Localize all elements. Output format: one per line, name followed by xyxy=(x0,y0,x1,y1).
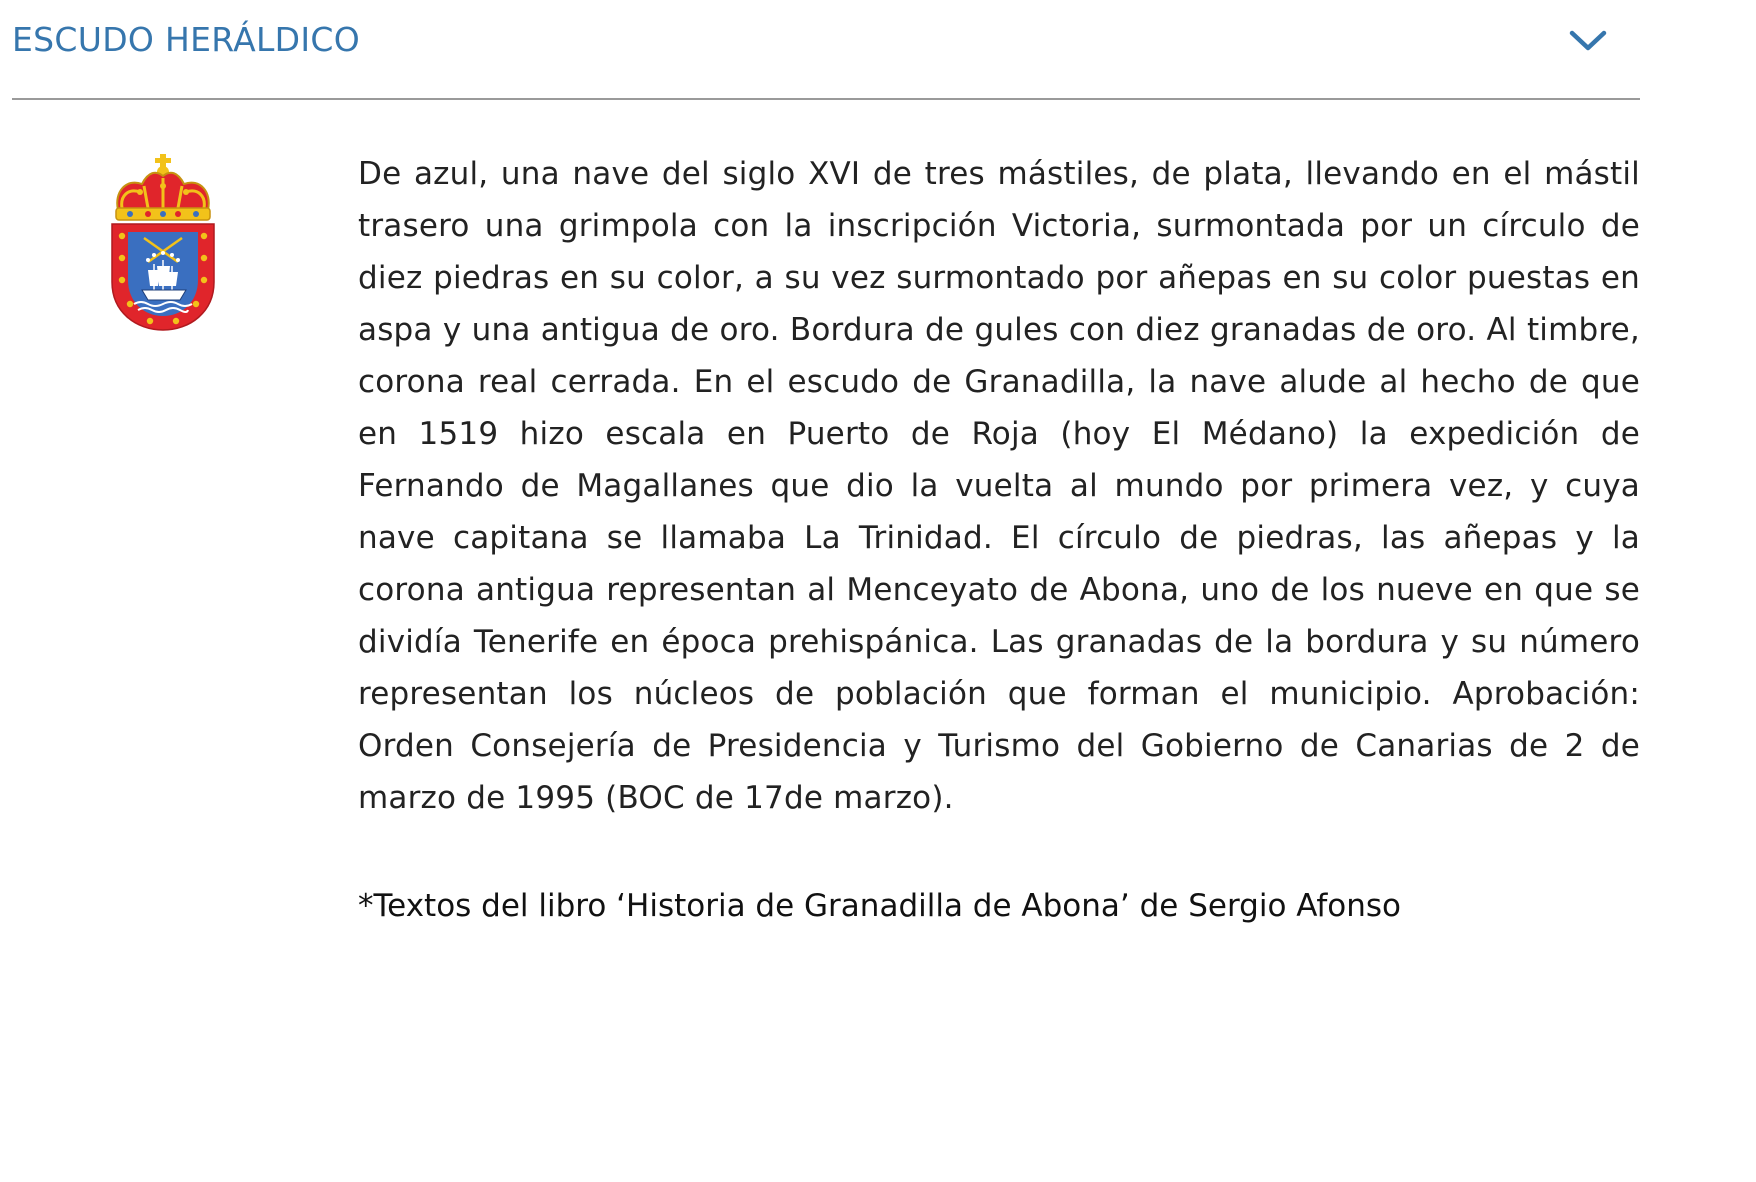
description-paragraph: De azul, una nave del siglo XVI de tres mástiles, de plata, llevando en el mástil trasero una grimpola con la inscripción Victoria, surmontada por un círculo de diez piedras en su color, a su vez surmontado por añepas en su color puestas en aspa y una antigua de oro. Bordura de gules con diez granadas de oro. Al timbre, corona real cerrada. En el escudo de Granadilla, la nave alude al hecho de que en 1519 hizo escala en Puerto de Roja (hoy El Médano) la expedición de Fernando de Magallanes que dio la vuelta al mundo por primera vez, y cuya nave capitana se llamaba La Trinidad. El círculo de piedras, las añepas y la corona antigua representan al Menceyato de Abona, uno de los nueve en que se dividía Tenerife en época prehispánica. Las granadas de la bordura y su número representan los núcleos de población que forman el municipio. Aprobación: Orden Consejería de Presidencia y Turismo del Gobierno de Canarias de 2 de marzo de 1995 (BOC de 17de marzo). xyxy=(358,156,1640,816)
accordion-header[interactable] xyxy=(12,0,1640,100)
section-title: ESCUDO HERÁLDICO xyxy=(12,20,361,59)
accordion-body xyxy=(12,100,1640,1100)
accordion-escudo-heraldico xyxy=(12,0,1640,1100)
crown-icon xyxy=(116,154,210,220)
coat-of-arms-icon xyxy=(108,152,218,332)
text-column xyxy=(358,148,1640,932)
source-footnote: *Textos del libro ‘Historia de Granadilla de Abona’ de Sergio Afonso xyxy=(358,888,1402,924)
chevron-down-icon[interactable] xyxy=(1568,28,1608,54)
